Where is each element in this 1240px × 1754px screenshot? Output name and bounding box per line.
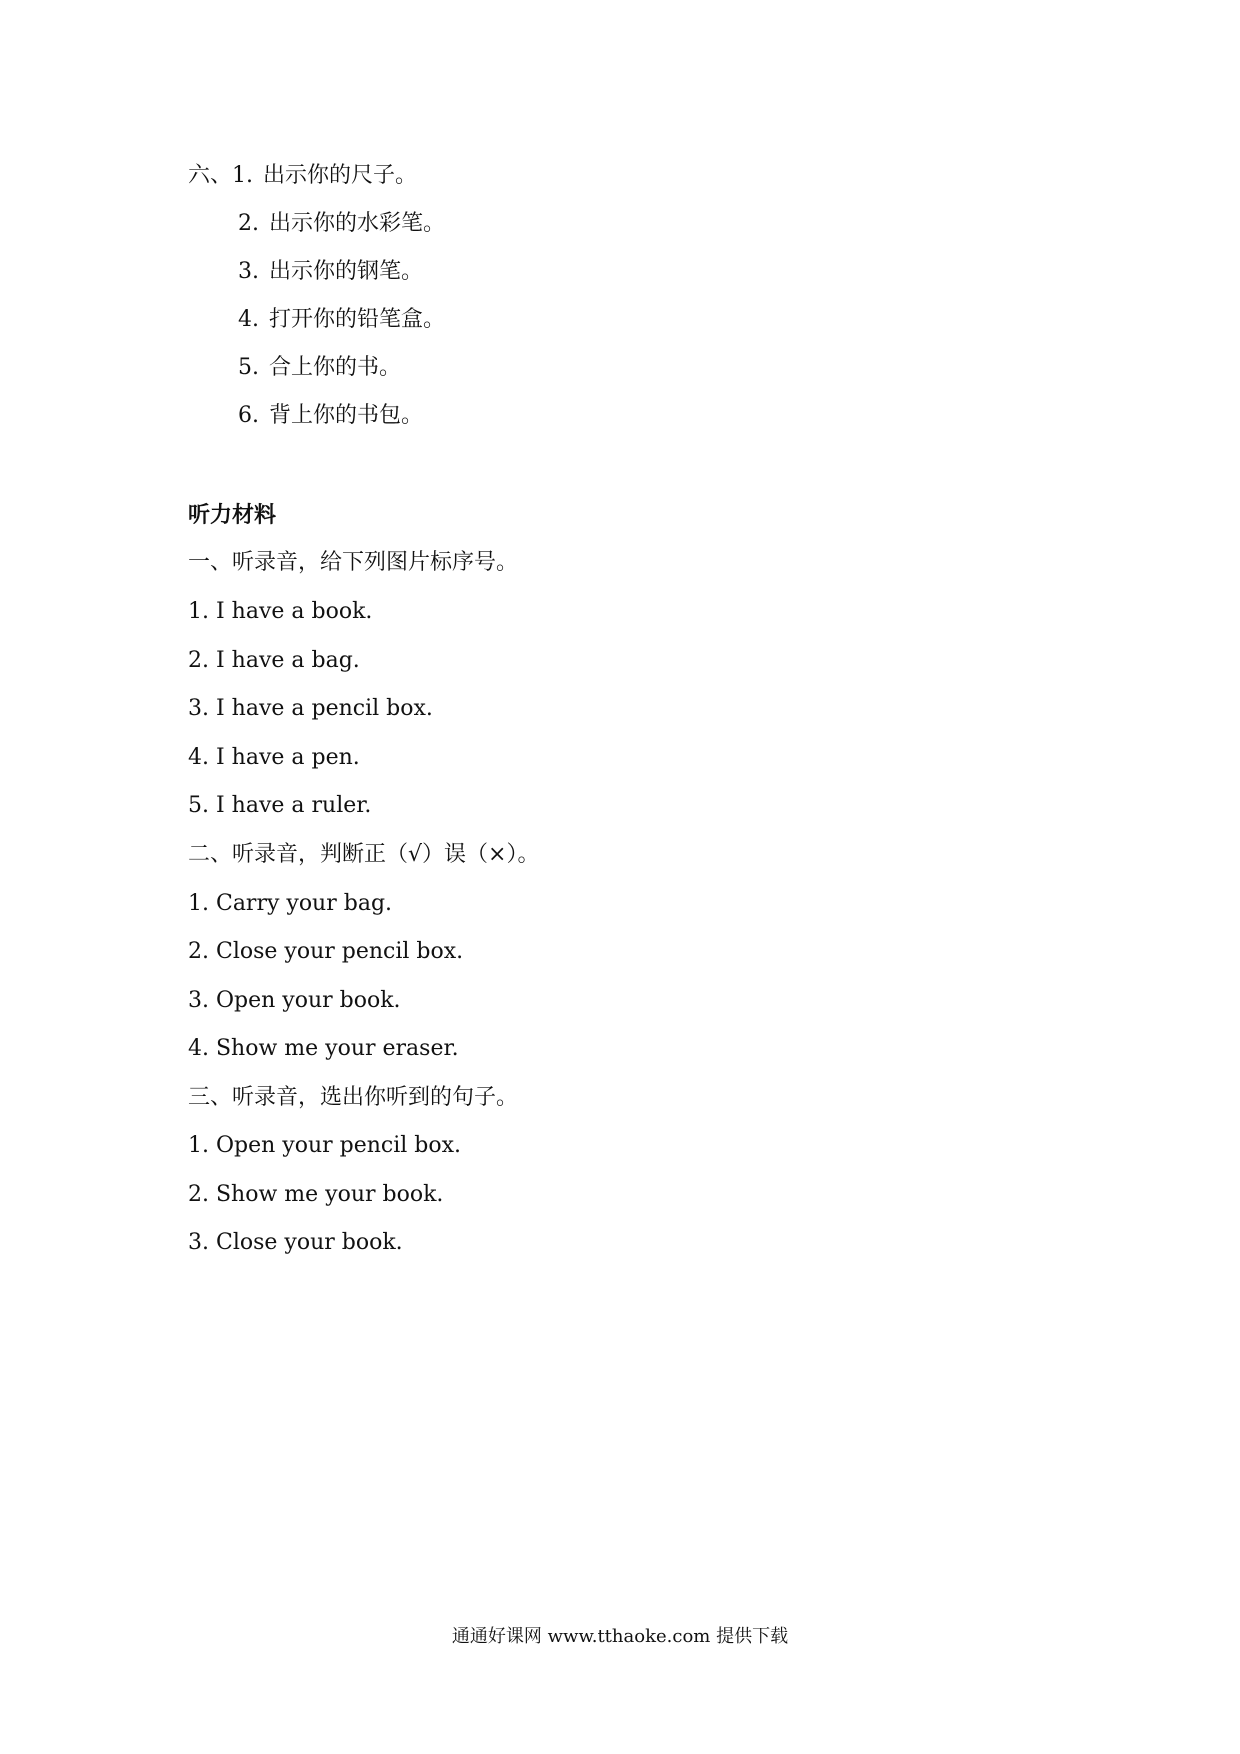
item-number: 1. xyxy=(232,163,254,188)
item-number: 6. xyxy=(238,403,259,428)
part2-item: 4. Show me your eraser. xyxy=(188,1036,459,1061)
section6-item-5 xyxy=(238,353,401,383)
item-number: 5. xyxy=(238,355,259,380)
part3-heading: 三、听录音，选出你听到的句子。 xyxy=(188,1085,519,1110)
section6-prefix: 六、 xyxy=(188,163,233,188)
item-number: 4. xyxy=(238,307,259,332)
part1-item: 3. I have a pencil box. xyxy=(188,696,433,721)
part3-item: 1. Open your pencil box. xyxy=(188,1133,462,1158)
part1-item: 2. I have a bag. xyxy=(188,648,360,673)
part1-item: 1. I have a book. xyxy=(188,599,373,624)
item-text: 出示你的尺子。 xyxy=(263,163,418,188)
part1-item: 5. I have a ruler. xyxy=(188,793,372,818)
part1-heading: 一、听录音，给下列图片标序号。 xyxy=(188,550,519,575)
part3-item: 2. Show me your book. xyxy=(188,1182,444,1207)
section6-item-1 xyxy=(188,161,417,191)
section6-item-4 xyxy=(238,305,445,335)
part2-heading: 二、听录音，判断正（√）误（×）。 xyxy=(188,842,540,867)
part2-item: 2. Close your pencil box. xyxy=(188,939,464,964)
section6-item-6 xyxy=(238,401,423,431)
item-text: 出示你的水彩笔。 xyxy=(269,211,446,236)
part2-item: 3. Open your book. xyxy=(188,988,401,1013)
part2-item: 1. Carry your bag. xyxy=(188,891,393,916)
item-number: 3. xyxy=(238,259,259,284)
item-text: 出示你的钢笔。 xyxy=(269,259,424,284)
item-number: 2. xyxy=(238,211,259,236)
section6-item-2 xyxy=(238,209,445,239)
page-footer: 通通好课网 www.tthaoke.com 提供下载 xyxy=(451,1626,789,1647)
section6-item-3 xyxy=(238,257,423,287)
part1-item: 4. I have a pen. xyxy=(188,745,360,770)
part3-item: 3. Close your book. xyxy=(188,1230,403,1255)
listening-title: 听力材料 xyxy=(188,502,277,528)
item-text: 背上你的书包。 xyxy=(269,403,424,428)
item-text: 合上你的书。 xyxy=(269,355,402,380)
item-text: 打开你的铅笔盒。 xyxy=(269,307,446,332)
